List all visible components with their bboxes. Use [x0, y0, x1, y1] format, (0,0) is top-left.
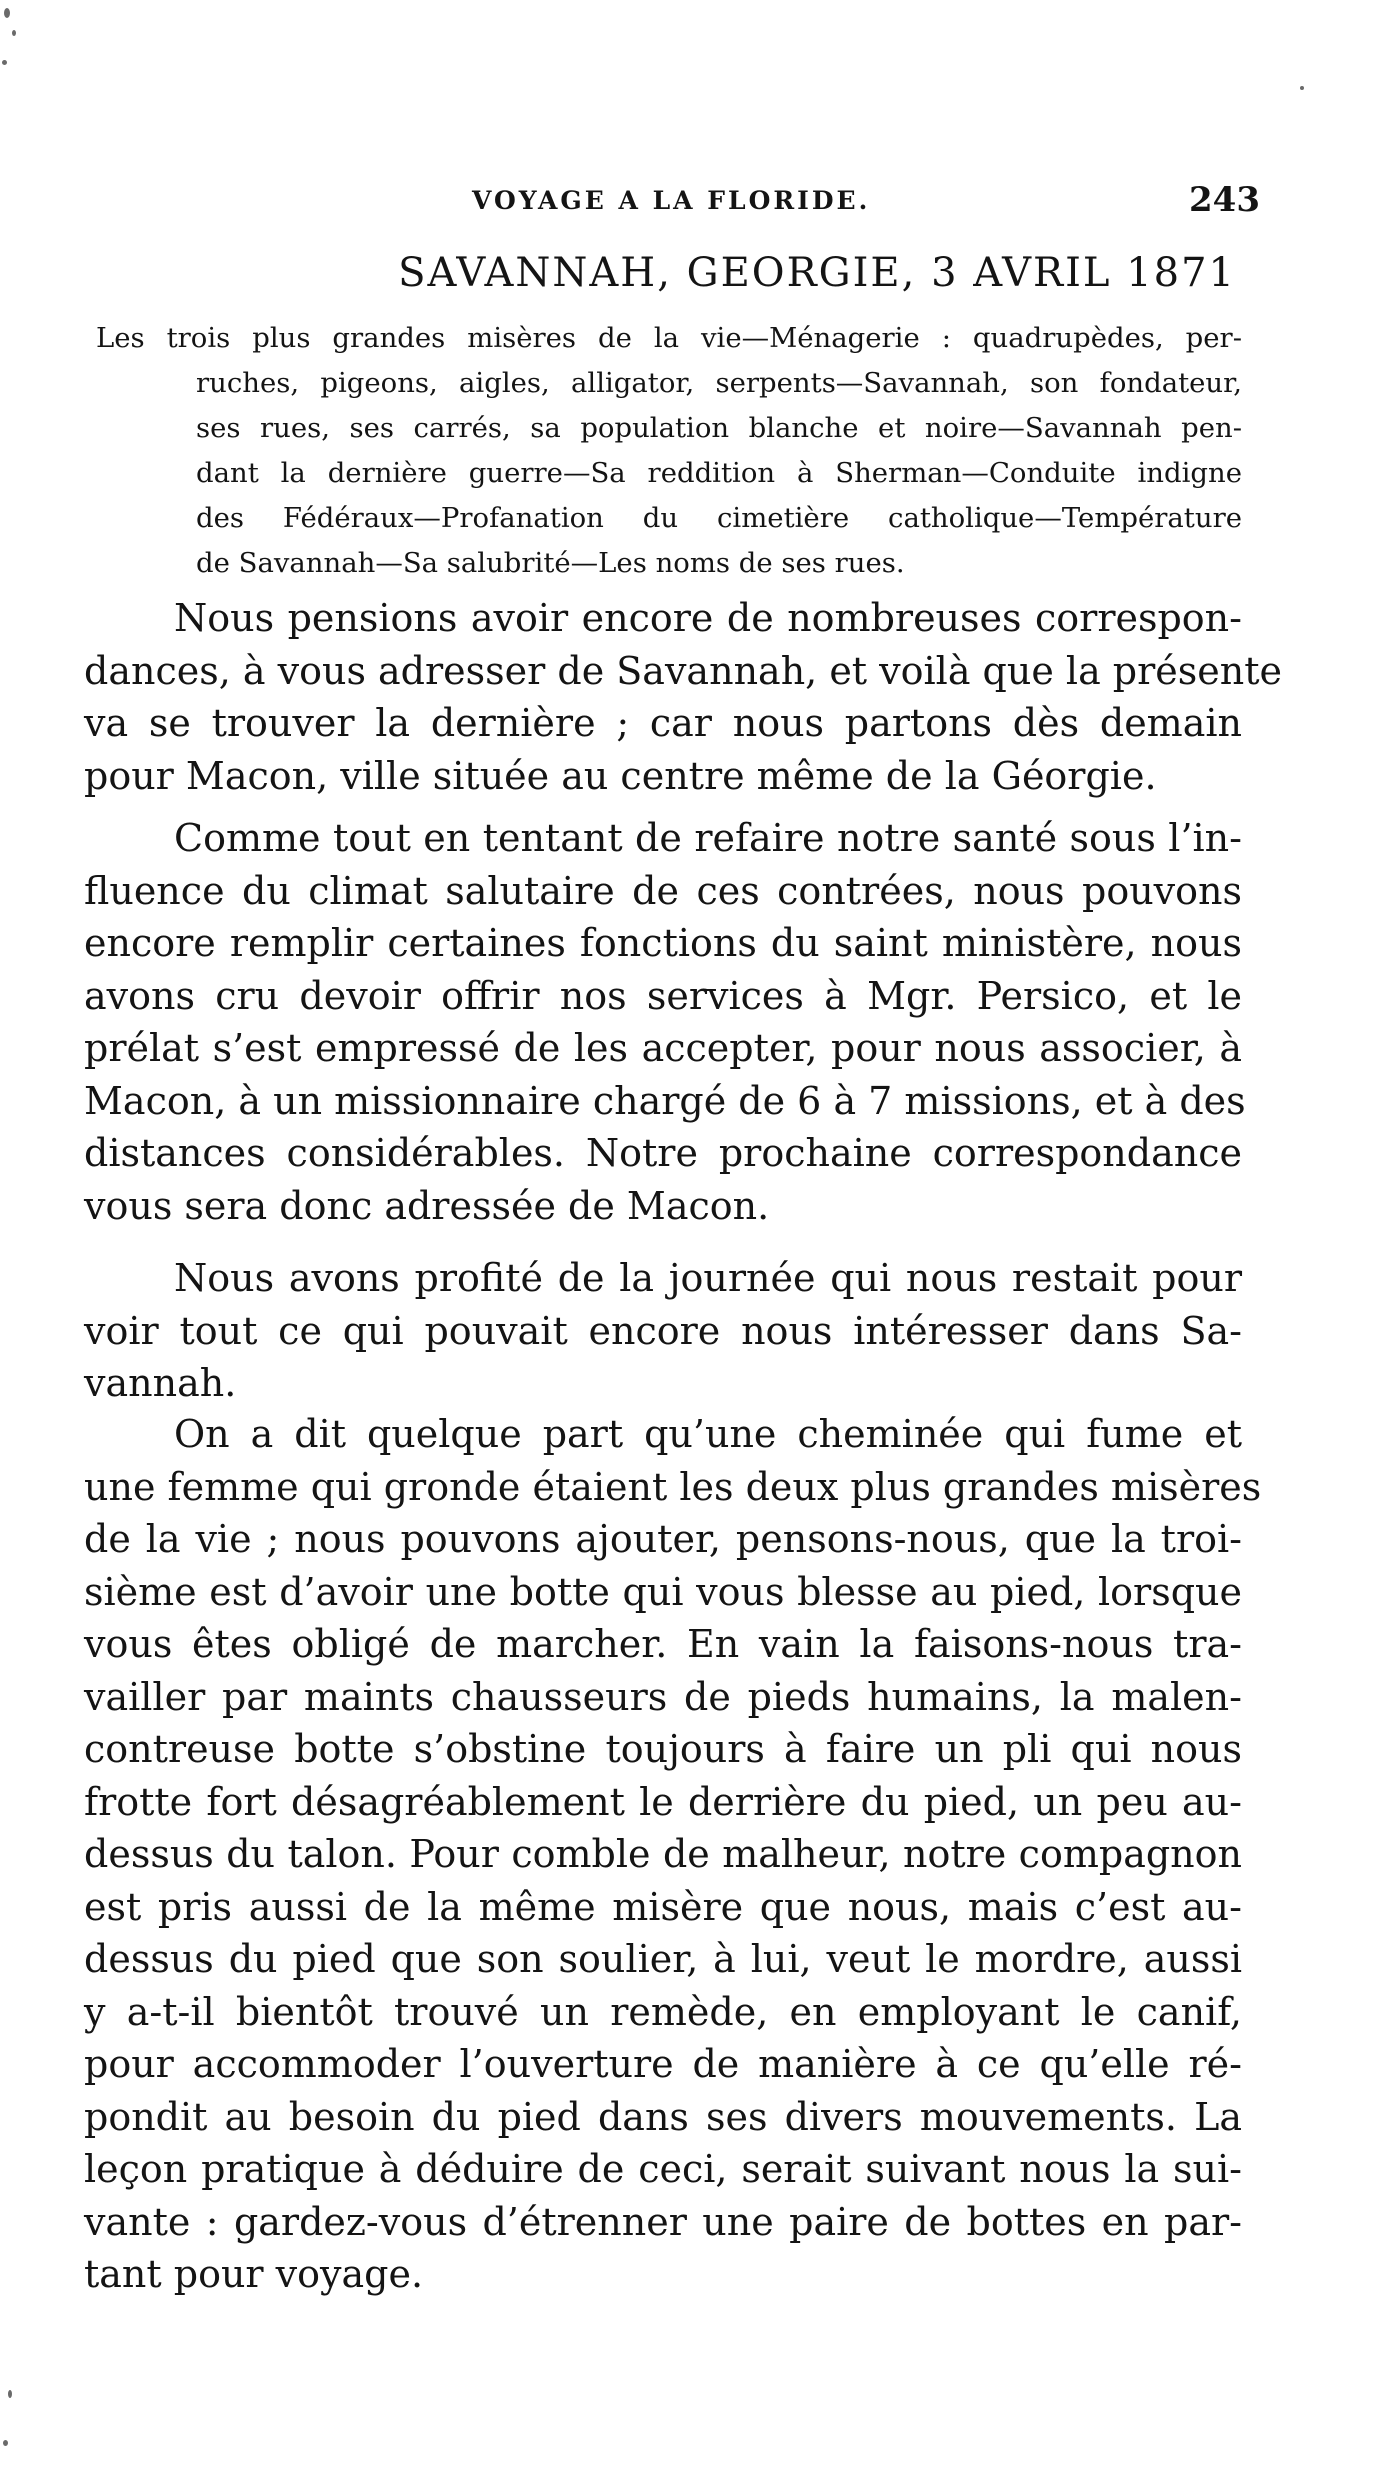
text-line: contreuse botte s’obstine toujours à faire un pli qui nous: [84, 1727, 1242, 1771]
text-line: de la vie ; nous pouvons ajouter, pensons-nous, que la troi-: [84, 1517, 1242, 1561]
summary-line: Les trois plus grandes misères de la vie—Ménagerie : quadrupèdes, per-: [96, 322, 1242, 354]
text-line: encore remplir certaines fonctions du saint ministère, nous: [84, 921, 1242, 965]
text-line: vailler par maints chausseurs de pieds humains, la malen-: [84, 1674, 1242, 1719]
scan-speckle: [4, 8, 10, 18]
text-line: avons cru devoir offrir nos services à Mgr. Persico, et le: [84, 973, 1242, 1018]
text-line: va se trouver la dernière ; car nous partons dès demain: [84, 701, 1242, 745]
text-line: y a-t-il bientôt trouvé un remède, en employant le canif,: [84, 1989, 1242, 2034]
text-line: voir tout ce qui pouvait encore nous intéresser dans Sa-: [84, 1308, 1242, 1353]
summary-line: ses rues, ses carrés, sa population blanche et noire—Savannah pen-: [196, 412, 1242, 444]
text-line: prélat s’est empressé de les accepter, pour nous associer, à: [84, 1026, 1242, 1070]
summary-line: dant la dernière guerre—Sa reddition à Sherman—Conduite indigne: [196, 457, 1242, 489]
text-line: leçon pratique à déduire de ceci, serait suivant nous la sui-: [84, 2147, 1242, 2191]
text-line: fluence du climat salutaire de ces contrées, nous pouvons: [84, 868, 1242, 913]
scan-speckle: [1300, 86, 1304, 90]
paragraph-4: [84, 1408, 1262, 2301]
chapter-summary: [96, 316, 1242, 586]
paragraph-3: [84, 1252, 1242, 1410]
text-line: On a dit quelque part qu’une cheminée qui fume et: [174, 1412, 1242, 1456]
scan-speckle: [8, 2390, 12, 2398]
summary-line: ruches, pigeons, aigles, alligator, serpents—Savannah, son fondateur,: [196, 367, 1242, 399]
text-line: vannah.: [84, 1361, 237, 1405]
dateline-text: SAVANNAH, GEORGIE, 3 AVRIL 1871: [398, 250, 1236, 296]
scan-speckle: [12, 30, 16, 36]
text-line: pour Macon, ville située au centre même de la Géorgie.: [84, 753, 1157, 798]
text-line: Nous avons profité de la journée qui nous restait pour: [174, 1256, 1242, 1300]
summary-line: des Fédéraux—Profanation du cimetière catholique—Température: [196, 502, 1242, 534]
text-line: distances considérables. Notre prochaine correspondance: [84, 1131, 1242, 1175]
text-line: tant pour voyage.: [84, 2252, 424, 2296]
text-line: pondit au besoin du pied dans ses divers mouvements. La: [84, 2094, 1242, 2139]
text-line: sième est d’avoir une botte qui vous blesse au pied, lorsque: [84, 1569, 1242, 1614]
paragraph-1: [84, 592, 1283, 802]
text-line: une femme qui gronde étaient les deux plus grandes misères: [84, 1464, 1262, 1509]
text-line: dances, à vous adresser de Savannah, et voilà que la présente: [84, 648, 1283, 693]
text-line: vante : gardez-vous d’étrenner une paire de bottes en par-: [84, 2199, 1242, 2244]
text-line: dessus du talon. Pour comble de malheur, notre compagnon: [84, 1832, 1242, 1876]
text-line: Comme tout en tentant de refaire notre santé sous l’in-: [174, 816, 1242, 860]
text-line: Macon, à un missionnaire chargé de 6 à 7 missions, et à des: [84, 1078, 1246, 1123]
page-number: 243: [1189, 180, 1260, 220]
page-header: [80, 182, 1260, 232]
text-line: frotte fort désagréablement le derrière du pied, un peu au-: [84, 1779, 1242, 1824]
text-line: dessus du pied que son soulier, à lui, veut le mordre, aussi: [84, 1937, 1242, 1981]
scan-speckle: [3, 2440, 8, 2446]
paragraph-2: [84, 812, 1246, 1232]
text-line: Nous pensions avoir encore de nombreuses correspon-: [174, 596, 1242, 640]
text-line: pour accommoder l’ouverture de manière à ce qu’elle ré-: [84, 2042, 1242, 2086]
text-line: est pris aussi de la même misère que nous, mais c’est au-: [84, 1884, 1242, 1929]
text-line: vous êtes obligé de marcher. En vain la faisons-nous tra-: [84, 1622, 1242, 1666]
summary-line: de Savannah—Sa salubrité—Les noms de ses rues.: [196, 547, 905, 579]
letter-dateline: [398, 250, 1236, 296]
scan-speckle: [2, 60, 7, 65]
text-line: vous sera donc adressée de Macon.: [84, 1183, 770, 1228]
running-title: VOYAGE A LA FLORIDE.: [472, 186, 871, 215]
